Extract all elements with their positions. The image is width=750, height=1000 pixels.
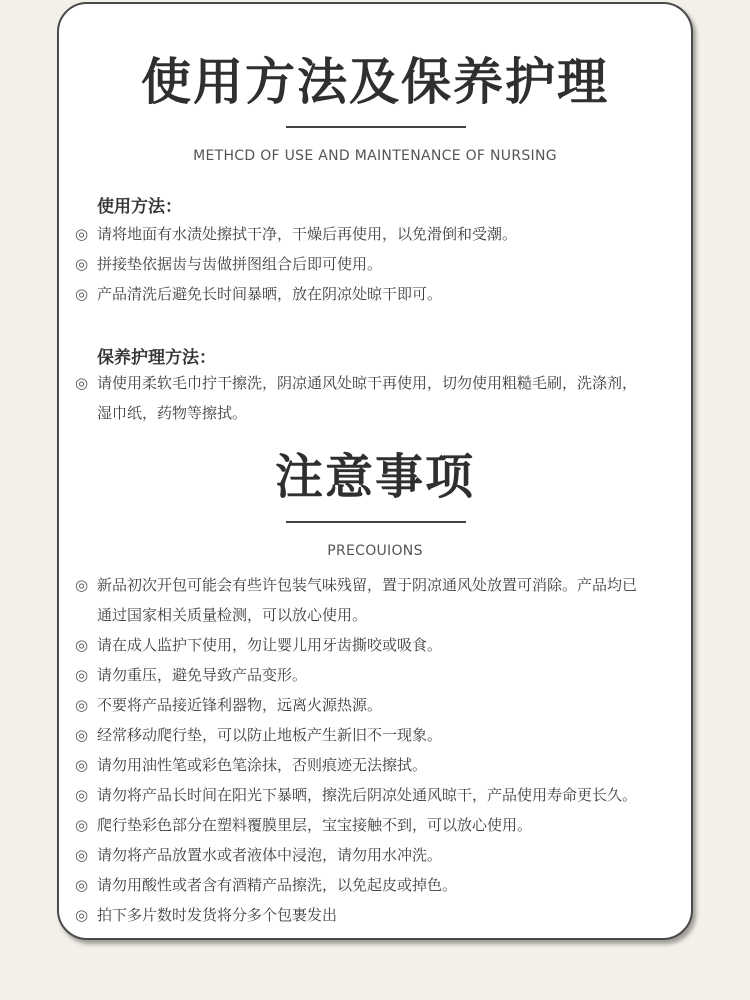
notice-subtitle: PRECOUIONS [327, 543, 423, 559]
list-item: ◎ 不要将产品接近锋利器物，远离火源热源。 [75, 690, 685, 720]
title-divider [286, 521, 466, 523]
list-item: ◎ 请在成人监护下使用，勿让婴儿用牙齿撕咬或吸食。 [75, 630, 685, 660]
bullet-icon: ◎ [75, 374, 89, 392]
bullet-icon: ◎ [75, 816, 89, 834]
list-item: ◎ 经常移动爬行垫，可以防止地板产生新旧不一现象。 [75, 720, 685, 750]
list-item: ◎ 拼接垫依据齿与齿做拼图组合后即可使用。 [75, 249, 685, 279]
bullet-icon: ◎ [75, 756, 89, 774]
bullet-icon: ◎ [75, 846, 89, 864]
list-item: ◎ 请勿将产品放置水或者液体中浸泡，请勿用水冲洗。 [75, 840, 685, 870]
usage-title: 使用方法及保养护理 [141, 53, 609, 111]
bullet-icon: ◎ [75, 666, 89, 684]
list-item: ◎ 请勿用酸性或者含有酒精产品擦洗，以免起皮或掉色。 [75, 870, 685, 900]
list-item: ◎ 请将地面有水渍处擦拭干净，干燥后再使用，以免滑倒和受潮。 [75, 219, 685, 249]
list-item: ◎ 请勿将产品长时间在阳光下暴晒，擦洗后阴凉处通风晾干，产品使用寿命更长久。 [75, 780, 685, 810]
bullet-icon: ◎ [75, 285, 89, 303]
bullet-icon: ◎ [75, 696, 89, 714]
list-item: ◎ 请勿重压，避免导致产品变形。 [75, 660, 685, 690]
list-item: ◎ 请使用柔软毛巾拧干擦洗，阴凉通风处晾干再使用，切勿使用粗糙毛刷，洗涤剂， 湿巾纸，药物等擦拭。 [75, 368, 685, 428]
bullet-icon: ◎ [75, 225, 89, 243]
list-item: ◎ 新品初次开包可能会有些许包装气味残留，置于阴凉通风处放置可消除。产品均已 通过国家相关质量检测，可以放心使用。 [75, 570, 685, 630]
bullet-icon: ◎ [75, 636, 89, 654]
method-heading: 使用方法： [97, 197, 182, 217]
usage-subtitle: METHCD OF USE AND MAINTENANCE OF NURSING [193, 148, 557, 164]
list-item: ◎ 爬行垫彩色部分在塑料覆膜里层，宝宝接触不到，可以放心使用。 [75, 810, 685, 840]
list-item: ◎ 请勿用油性笔或彩色笔涂抹，否则痕迹无法擦拭。 [75, 750, 685, 780]
bullet-icon: ◎ [75, 876, 89, 894]
bullet-icon: ◎ [75, 786, 89, 804]
bullet-icon: ◎ [75, 726, 89, 744]
title-divider [286, 126, 466, 128]
bullet-icon: ◎ [75, 906, 89, 924]
list-item: ◎ 拍下多片数时发货将分多个包裹发出 [75, 900, 685, 930]
notice-title: 注意事项 [274, 449, 475, 505]
bullet-icon: ◎ [75, 576, 89, 594]
list-item: ◎ 产品清洗后避免长时间暴晒，放在阴凉处晾干即可。 [75, 279, 685, 309]
care-heading: 保养护理方法： [97, 348, 216, 368]
bullet-icon: ◎ [75, 255, 89, 273]
